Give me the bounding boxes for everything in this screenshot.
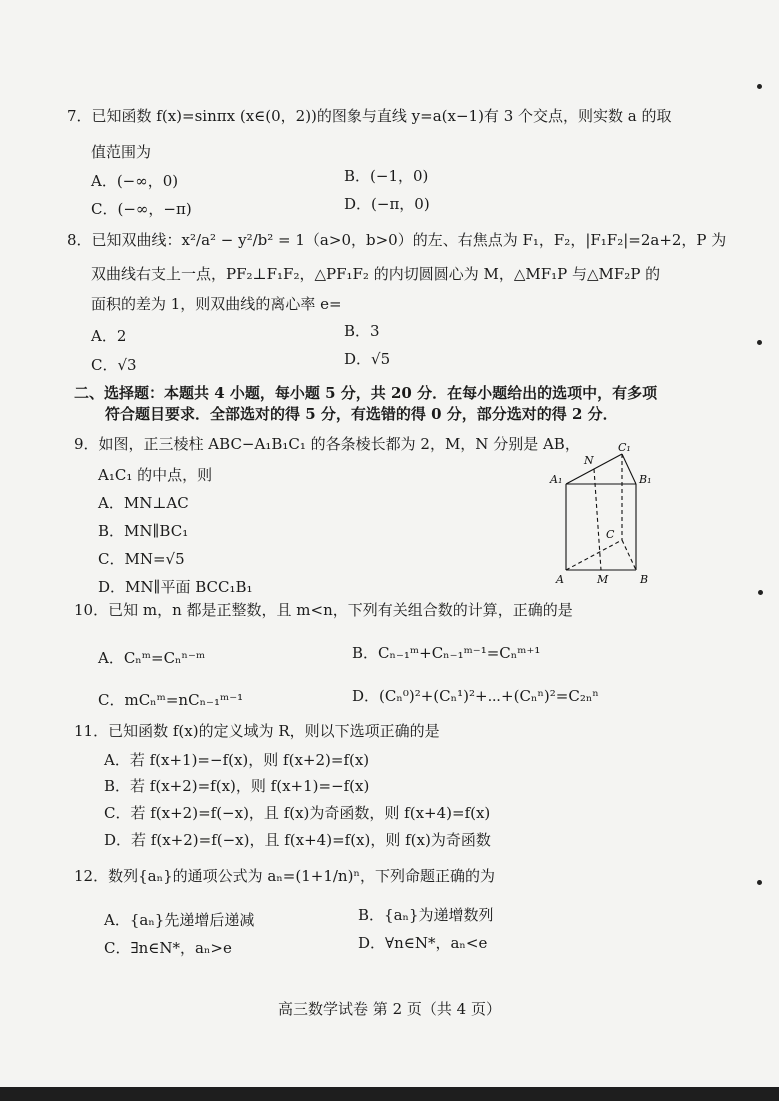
q9-option-b: B．MN∥BC₁ — [98, 522, 189, 540]
q9-option-d: D．MN∥平面 BCC₁B₁ — [98, 578, 253, 596]
label-b: B — [640, 573, 649, 586]
q12-option-c: C．∃n∈N*，aₙ>e — [104, 939, 232, 957]
label-a: A — [556, 573, 564, 586]
label-m: M — [597, 573, 609, 586]
q9-stem-line1: 9．如图，正三棱柱 ABC−A₁B₁C₁ 的各条棱长都为 2，M，N 分别是 AB， — [74, 435, 580, 453]
label-c1: C₁ — [618, 441, 631, 454]
label-c: C — [606, 528, 615, 541]
q8-option-d: D．√5 — [344, 350, 391, 368]
edge-c1-b1 — [622, 454, 636, 484]
q8-stem-line1: 8．已知双曲线：x²/a² − y²/b² = 1（a>0，b>0）的左、右焦点为 F₁，F₂，|F₁F₂|=2a+2，P 为 — [67, 231, 727, 249]
q7-option-a: A．(−∞，0) — [91, 172, 179, 190]
edge-c-b — [622, 540, 636, 570]
q7-stem-line1: 7．已知函数 f(x)=sinπx (x∈(0，2))的图象与直线 y=a(x−1)有 3 个交点，则实数 a 的取 — [67, 107, 672, 125]
q11-option-d: D．若 f(x+2)=f(−x)，且 f(x+4)=f(x)，则 f(x)为奇函数 — [104, 831, 491, 849]
q8-stem-line2: 双曲线右支上一点，PF₂⊥F₁F₂，△PF₁F₂ 的内切圆圆心为 M，△MF₁P 与△MF₂P 的 — [91, 265, 661, 283]
scan-speck — [758, 590, 763, 595]
q11-option-a: A．若 f(x+1)=−f(x)，则 f(x+2)=f(x) — [104, 751, 370, 769]
q8-stem-line3: 面积的差为 1，则双曲线的离心率 e= — [91, 295, 342, 313]
label-b1: B₁ — [639, 473, 652, 486]
q12-option-b: B．{aₙ}为递增数列 — [358, 906, 494, 924]
scan-border — [0, 1087, 779, 1101]
prism-figure — [548, 440, 658, 588]
section2-heading-line1: 二、选择题：本题共 4 小题，每小题 5 分，共 20 分．在每小题给出的选项中，有多项 — [74, 384, 658, 402]
label-n: N — [584, 454, 594, 467]
edge-a-c — [566, 540, 622, 570]
scan-speck — [757, 880, 762, 885]
q11-stem: 11．已知函数 f(x)的定义域为 R，则以下选项正确的是 — [74, 722, 440, 740]
q7-option-d: D．(−π，0) — [344, 195, 430, 213]
q8-option-c: C．√3 — [91, 356, 137, 374]
scan-speck — [757, 340, 762, 345]
q10-stem: 10．已知 m，n 都是正整数，且 m<n，下列有关组合数的计算，正确的是 — [74, 601, 573, 619]
q10-option-a: A．Cₙᵐ=Cₙⁿ⁻ᵐ — [98, 649, 206, 667]
q10-option-b: B．Cₙ₋₁ᵐ+Cₙ₋₁ᵐ⁻¹=Cₙᵐ⁺¹ — [352, 644, 541, 662]
q11-option-c: C．若 f(x+2)=f(−x)，且 f(x)为奇函数，则 f(x+4)=f(x) — [104, 804, 491, 822]
label-a1: A₁ — [550, 473, 563, 486]
scan-speck — [757, 84, 762, 89]
q11-option-b: B．若 f(x+2)=f(x)，则 f(x+1)=−f(x) — [104, 777, 370, 795]
section2-heading-line2: 符合题目要求．全部选对的得 5 分，有选错的得 0 分，部分选对的得 2 分． — [105, 405, 618, 423]
q9-stem-line2: A₁C₁ 的中点，则 — [98, 466, 213, 484]
q7-option-b: B．(−1，0) — [344, 167, 429, 185]
q9-option-c: C．MN=√5 — [98, 550, 185, 568]
q12-option-d: D．∀n∈N*，aₙ<e — [358, 934, 488, 952]
q12-stem: 12．数列{aₙ}的通项公式为 aₙ=(1+1/n)ⁿ，下列命题正确的为 — [74, 867, 495, 885]
q7-stem-line2: 值范围为 — [91, 143, 152, 161]
q10-option-c: C．mCₙᵐ=nCₙ₋₁ᵐ⁻¹ — [98, 691, 244, 709]
q12-option-a: A．{aₙ}先递增后递减 — [104, 911, 255, 929]
q8-option-a: A．2 — [91, 327, 127, 345]
q7-option-c: C．(−∞，−π) — [91, 200, 192, 218]
q10-option-d: D．(Cₙ⁰)²+(Cₙ¹)²+⋯+(Cₙⁿ)²=C₂ₙⁿ — [352, 687, 599, 705]
q8-option-b: B．3 — [344, 322, 380, 340]
page-footer: 高三数学试卷 第 2 页（共 4 页） — [278, 1000, 501, 1018]
q9-option-a: A．MN⊥AC — [98, 494, 189, 512]
